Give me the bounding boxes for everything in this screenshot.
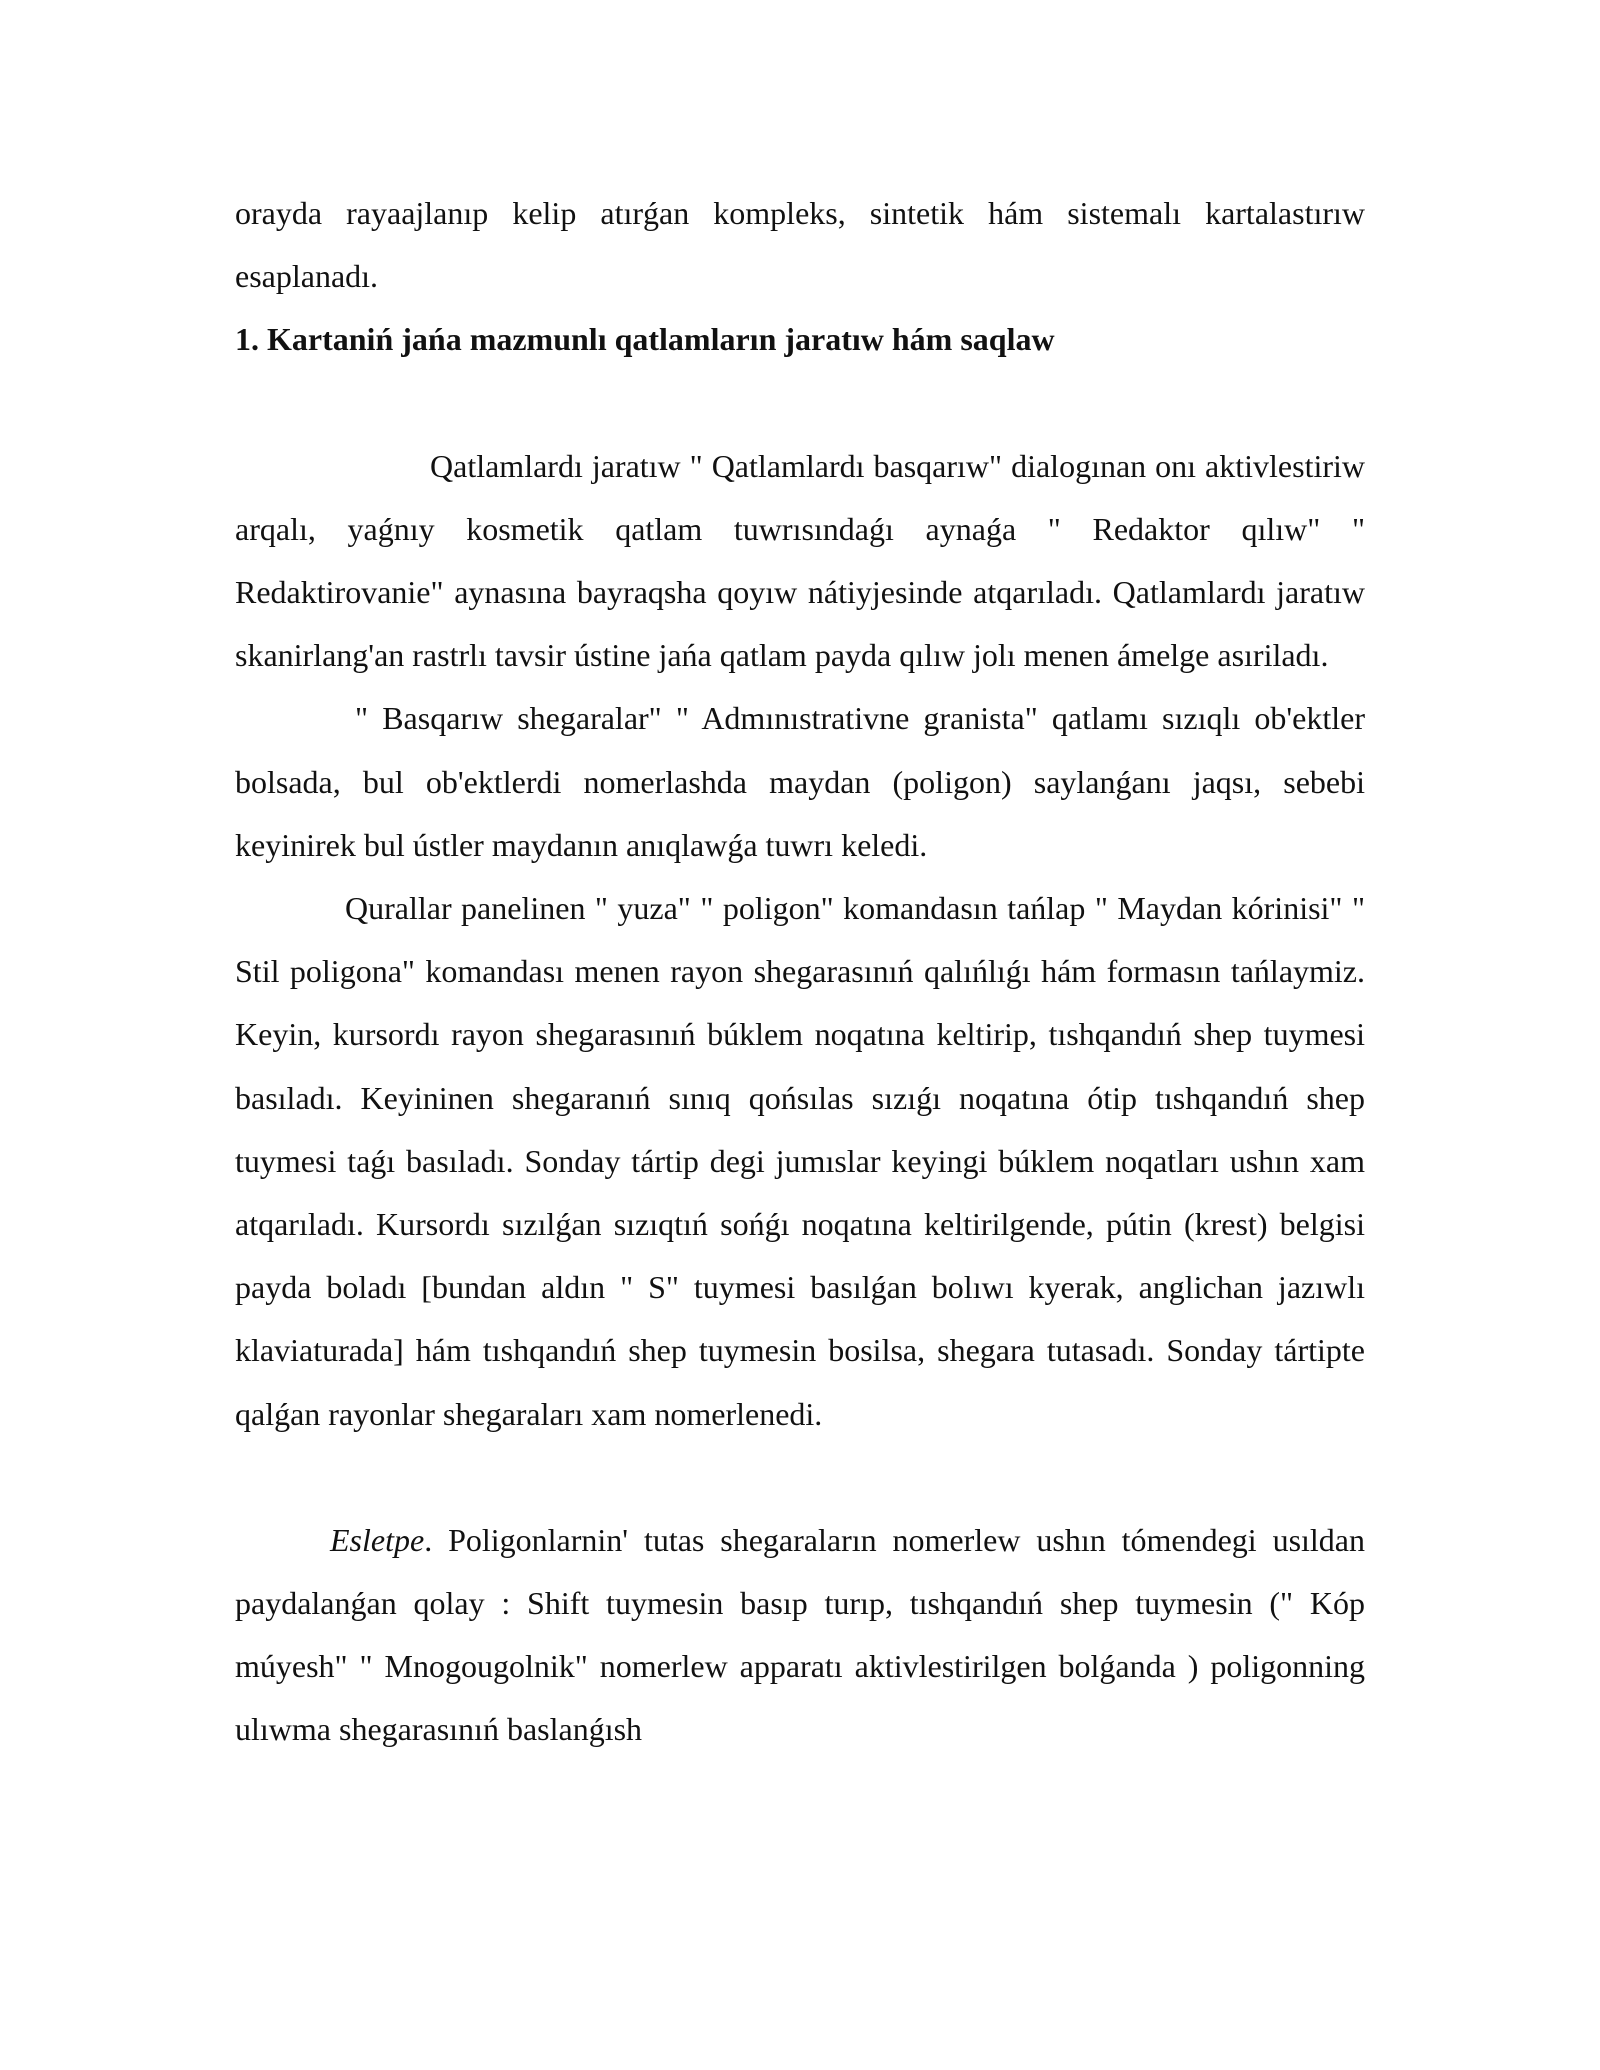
paragraph-boundaries: " Basqarıw shegaralar" " Admınıstrativne granista" qatlamı sızıqlı ob'ektler bolsada, bul ob'ektlerdi nomerlashda maydan (poligon) saylanǵanı jaqsı, sebebi keyinirek bul ústler maydanın anıqlawǵa tuwrı keledi. <box>235 700 1365 863</box>
section-heading: 1. Kartaniń jańa mazmunlı qatlamların jaratıw hám saqlaw <box>235 321 1055 358</box>
note-text: . Poligonlarnin' tutas shegaraların nomerlew ushın tómendegi usıldan paydalanǵan qolay : Shift tuymesin basıp turıp, tıshqandıń shep tuymesin (" Kóp múyesh" " Mnogougolnik" nomerlew apparatı aktivlestirilgen bolǵanda ) poligonning ulıwma shegarasınıń baslanǵısh <box>235 1521 1365 1748</box>
paragraph-layers-creation: Qatlamlardı jaratıw " Qatlamlardı basqarıw" dialogınan onı aktivlestiriw arqalı, yaǵnıy kosmetik qatlam tuwrısındaǵı aynaǵa " Redaktor qılıw" " Redaktirovanie" aynasına bayraqsha qoyıw nátiyjesinde atqarıladı. Qatlamlardı jaratıw skanirlang'an rastrlı tavsir ústine jańa qatlam payda qılıw jolı menen ámelge asıriladı. <box>235 447 1365 674</box>
paragraph-tools: Qurallar panelinen " yuza" " poligon" komandasın tańlap " Maydan kórinisi" " Stil poligona" komandası menen rayon shegarasınıń qalıńlıǵı hám formasın tańlaymiz. Keyin, kursordı rayon shegarasınıń búklem noqatına keltirip, tıshqandıń shep tuymesi basıladı. Keyininen shegaranıń sınıq qońsılas sızıǵı noqatına ótip tıshqandıń shep tuymesi taǵı basıladı. Sonday tártip degi jumıslar keyingi búklem noqatları ushın xam atqarıladı. Kursordı sızılǵan sızıqtıń sońǵı noqatına keltirilgende, pútin (krest) belgisi payda boladı [bundan aldın " S" tuymesi basılǵan bolıwı kyerak, anglichan jazıwlı klaviaturada] hám tıshqandıń shep tuymesin bosilsa, shegara tutasadı. Sonday tártipte qalǵan rayonlar shegaraları xam nomerlenedi. <box>235 890 1365 1432</box>
continuation-paragraph: orayda rayaajlanıp kelip atırǵan kompleks, sintetik hám sistemalı kartalastırıw esaplanadı. <box>235 195 1365 295</box>
note-paragraph <box>235 1509 1365 1762</box>
note-label: Esletpe <box>330 1521 425 1558</box>
document-page <box>235 182 1365 1762</box>
